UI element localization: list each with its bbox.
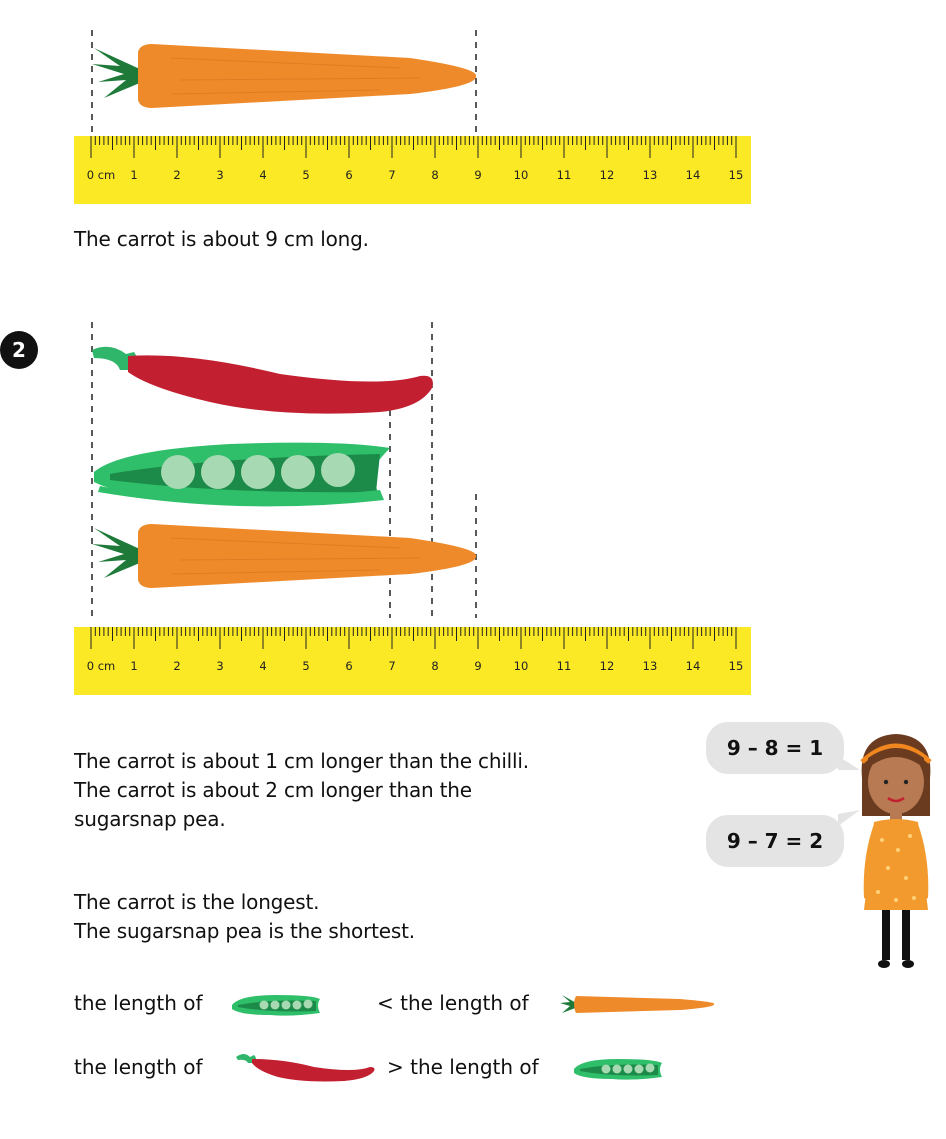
comparison-row-1 (74, 983, 754, 1023)
carrot-icon (138, 524, 476, 588)
ruler-ticks (74, 627, 751, 695)
carrot-leaves-icon (92, 48, 142, 98)
carrot-leaves-icon (92, 528, 142, 578)
ruler-label: 11 (556, 168, 572, 182)
comparison-2-left-text: the length of (74, 1055, 203, 1079)
ruler-label: 3 (216, 659, 224, 673)
carrot-icon (560, 991, 716, 1017)
chilli-icon (128, 355, 433, 413)
pea-pod-icon (572, 1057, 664, 1081)
ruler-ticks (74, 136, 751, 204)
chilli-icon (234, 1049, 376, 1083)
ruler-label: 2 (173, 659, 181, 673)
ruler-label: 6 (345, 168, 353, 182)
ruler-label: 7 (388, 168, 396, 182)
ruler-label: 4 (259, 659, 267, 673)
comparison-1-symbol-text: < the length of (377, 991, 529, 1015)
ruler-label-zero: 0 cm (86, 659, 116, 673)
girl-character-icon (848, 728, 944, 973)
ruler-label-zero: 0 cm (86, 168, 116, 182)
ruler-label: 10 (513, 168, 529, 182)
ruler-label: 13 (642, 168, 658, 182)
ruler-label: 6 (345, 659, 353, 673)
ruler-label: 9 (474, 168, 482, 182)
section1-statement: The carrot is about 9 cm long. (74, 227, 369, 251)
ruler-label: 14 (685, 168, 701, 182)
ruler-label: 10 (513, 659, 529, 673)
ruler-label: 5 (302, 168, 310, 182)
pea-pod-icon (230, 993, 322, 1017)
statement-pea-comparison-line2: sugarsnap pea. (74, 807, 226, 831)
ruler-label: 14 (685, 659, 701, 673)
ruler-2 (74, 627, 751, 695)
ruler-label: 15 (728, 659, 744, 673)
ruler-label: 8 (431, 168, 439, 182)
statement-chilli-comparison: The carrot is about 1 cm longer than the chilli. (74, 749, 529, 773)
ruler-label: 1 (130, 168, 138, 182)
ruler-label: 9 (474, 659, 482, 673)
statement-shortest: The sugarsnap pea is the shortest. (74, 919, 415, 943)
bubble-equation-1: 9 – 8 = 1 (726, 736, 824, 760)
pea-pod-icon (94, 443, 390, 507)
statement-longest: The carrot is the longest. (74, 890, 320, 914)
ruler-label: 8 (431, 659, 439, 673)
statement-pea-comparison-line1: The carrot is about 2 cm longer than the (74, 778, 472, 802)
speech-bubble-1 (706, 722, 844, 774)
ruler-label: 5 (302, 659, 310, 673)
speech-bubble-2 (706, 815, 844, 867)
ruler-1 (74, 136, 751, 204)
ruler-label: 11 (556, 659, 572, 673)
carrot-icon (138, 44, 476, 108)
vegetables-figure (80, 322, 500, 622)
carrot-figure-1 (80, 30, 500, 140)
ruler-label: 12 (599, 168, 615, 182)
bubble-equation-2: 9 – 7 = 2 (726, 829, 824, 853)
comparison-1-left-text: the length of (74, 991, 203, 1015)
comparison-row-2 (74, 1047, 754, 1087)
ruler-label: 13 (642, 659, 658, 673)
ruler-label: 3 (216, 168, 224, 182)
question-number-badge: 2 (0, 331, 38, 369)
ruler-label: 1 (130, 659, 138, 673)
comparison-2-symbol-text: > the length of (387, 1055, 539, 1079)
ruler-label: 15 (728, 168, 744, 182)
ruler-label: 2 (173, 168, 181, 182)
ruler-label: 4 (259, 168, 267, 182)
ruler-label: 7 (388, 659, 396, 673)
ruler-label: 12 (599, 659, 615, 673)
